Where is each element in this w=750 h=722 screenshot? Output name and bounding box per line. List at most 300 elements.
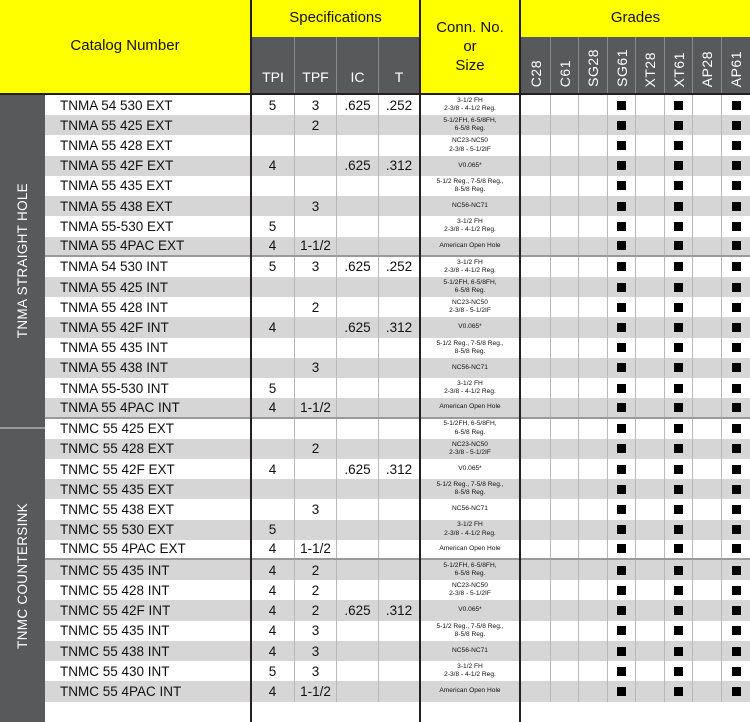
grade-cell-c61 — [550, 115, 578, 135]
conn-size-line: 3-1/2 FH — [457, 663, 483, 670]
grade-available-mark — [617, 465, 626, 474]
spec-ic-cell — [336, 439, 378, 459]
grade-cell-xt28 — [635, 641, 664, 661]
grade-cell-sg28 — [578, 540, 607, 558]
grade-cell-sg28 — [578, 176, 607, 196]
conn-size-line: American Open Hole — [439, 687, 501, 695]
grade-cell-ap61 — [721, 135, 750, 155]
grade-available-mark — [732, 444, 741, 453]
conn-size-line: 5-1/2FH, 6-5/8FH, — [443, 117, 497, 125]
spec-tpi-cell — [251, 176, 294, 196]
spec-ic-cell — [336, 338, 378, 358]
spec-tpi-cell — [251, 479, 294, 499]
conn-size-line: 6-5/8 Reg. — [454, 428, 486, 436]
grade-available-mark — [732, 647, 741, 656]
catalog-number-cell: TNMA 55 438 INT — [60, 360, 169, 376]
grade-cell-ap28 — [692, 297, 721, 317]
grade-cell-xt61 — [664, 338, 692, 358]
group-label-tnmc — [0, 429, 45, 722]
grade-available-mark — [674, 667, 683, 676]
grade-cell-c61 — [550, 641, 578, 661]
grade-cell-c28 — [520, 378, 550, 398]
grade-cell-c28 — [520, 419, 550, 439]
grade-cell-sg28 — [578, 560, 607, 580]
spec-col-tpi — [252, 37, 294, 93]
spec-ic-cell — [336, 661, 378, 681]
grade-cell-c61 — [550, 196, 578, 216]
conn-size-line: 3-1/2 FH — [457, 521, 483, 529]
grade-available-mark — [732, 101, 741, 110]
catalog-number-cell: TNMC 55 428 INT — [60, 582, 170, 598]
spec-ic-cell — [336, 641, 378, 661]
grade-available-mark — [617, 566, 626, 575]
grade-col-c61 — [550, 37, 578, 93]
grade-cell-sg61 — [607, 540, 635, 558]
grade-available-mark — [617, 505, 626, 514]
grade-cell-c61 — [550, 540, 578, 558]
grade-cell-ap61 — [721, 600, 750, 620]
spec-t-cell — [378, 520, 419, 540]
spec-ic-cell — [336, 378, 378, 398]
table-row — [45, 156, 750, 176]
spec-tpf-cell: 1-1/2 — [294, 398, 336, 416]
conn-size-line: NC23-NC50 — [452, 582, 488, 590]
grade-cell-sg61 — [607, 156, 635, 176]
spec-tpi-cell — [251, 358, 294, 378]
conn-size-cell — [421, 317, 519, 337]
grade-available-mark — [617, 222, 626, 231]
grade-col-sg61-label: SG61 — [613, 49, 630, 87]
grade-cell-xt28 — [635, 520, 664, 540]
grade-cell-c61 — [550, 580, 578, 600]
grade-available-mark — [617, 121, 626, 130]
grade-cell-sg61 — [607, 479, 635, 499]
grade-cell-c61 — [550, 257, 578, 277]
spec-t-cell: .312 — [378, 317, 419, 337]
spec-tpf-cell: 3 — [294, 621, 336, 641]
grade-cell-ap61 — [721, 317, 750, 337]
grade-available-mark — [674, 465, 683, 474]
conn-size-line: NC56-NC71 — [452, 363, 488, 371]
grade-available-mark — [617, 181, 626, 190]
grade-cell-xt61 — [664, 459, 692, 479]
grade-available-mark — [674, 403, 683, 412]
conn-size-cell — [421, 135, 519, 155]
grade-cell-sg61 — [607, 499, 635, 519]
grade-available-mark — [732, 222, 741, 231]
grade-col-ap28 — [692, 37, 721, 93]
grade-cell-ap61 — [721, 479, 750, 499]
grade-available-mark — [674, 626, 683, 635]
grade-cell-c28 — [520, 257, 550, 277]
conn-size-line: 2-3/8 - 4-1/2 Reg. — [444, 105, 496, 113]
conn-size-cell — [421, 156, 519, 176]
spec-tpf-cell — [294, 156, 336, 176]
table-row — [45, 135, 750, 155]
grade-cell-c28 — [520, 237, 550, 255]
grade-available-mark — [617, 283, 626, 292]
grade-cell-c61 — [550, 499, 578, 519]
table-row — [45, 459, 750, 479]
grade-available-mark — [674, 363, 683, 372]
catalog-number-cell: TNMA 55 425 EXT — [60, 117, 173, 133]
grade-available-mark — [617, 363, 626, 372]
grade-cell-c61 — [550, 237, 578, 255]
grade-available-mark — [732, 384, 741, 393]
grade-cell-c61 — [550, 176, 578, 196]
grade-col-xt61 — [664, 37, 692, 93]
spec-tpi-cell: 5 — [268, 522, 277, 538]
grade-cell-sg61 — [607, 600, 635, 620]
conn-size-line: 8-5/8 Reg. — [454, 630, 486, 638]
conn-size-line: 8-5/8 Reg. — [454, 185, 486, 193]
grade-cell-c61 — [550, 439, 578, 459]
grade-cell-xt28 — [635, 560, 664, 580]
grade-cell-sg28 — [578, 358, 607, 378]
specifications-header — [252, 0, 419, 37]
grade-available-mark — [617, 303, 626, 312]
grade-cell-sg28 — [578, 115, 607, 135]
grade-cell-ap28 — [692, 95, 721, 115]
spec-tpf-cell: 2 — [294, 115, 336, 135]
grade-available-mark — [674, 384, 683, 393]
table-row — [45, 297, 750, 317]
grade-cell-c61 — [550, 378, 578, 398]
table-row — [45, 540, 750, 560]
grade-cell-sg28 — [578, 479, 607, 499]
grade-cell-sg61 — [607, 661, 635, 681]
grade-cell-ap28 — [692, 459, 721, 479]
group-label-tnma-text: TNMA STRAIGHT HOLE — [15, 183, 30, 339]
grade-cell-ap28 — [692, 257, 721, 277]
table-row — [45, 237, 750, 257]
spec-ic-cell — [336, 479, 378, 499]
grade-cell-c28 — [520, 216, 550, 236]
spec-tpi-cell: 5 — [268, 97, 277, 113]
conn-size-line: V0.065* — [458, 464, 482, 472]
column-divider-catalog — [250, 0, 252, 722]
grade-cell-xt28 — [635, 358, 664, 378]
grade-cell-xt28 — [635, 156, 664, 176]
grade-cell-xt28 — [635, 439, 664, 459]
grade-cell-ap61 — [721, 338, 750, 358]
grade-available-mark — [732, 161, 741, 170]
conn-size-line: 5-1/2 Reg., 7-5/8 Reg., — [436, 177, 504, 185]
spec-tpi-cell: 4 — [268, 603, 277, 619]
conn-size-cell — [421, 216, 519, 236]
grade-col-sg61 — [607, 37, 635, 93]
catalog-number-cell: TNMA 55 42F INT — [60, 320, 169, 336]
table-row — [45, 358, 750, 378]
grade-available-mark — [732, 606, 741, 615]
spec-t-cell — [378, 641, 419, 661]
grade-cell-sg61 — [607, 358, 635, 378]
spec-tpf-cell — [294, 135, 336, 155]
grade-cell-sg28 — [578, 439, 607, 459]
grade-cell-sg61 — [607, 520, 635, 540]
grade-available-mark — [674, 525, 683, 534]
grade-cell-c28 — [520, 580, 550, 600]
conn-header-line1: Conn. No. — [436, 19, 504, 36]
conn-size-cell — [421, 115, 519, 135]
grade-available-mark — [674, 586, 683, 595]
grade-cell-sg28 — [578, 216, 607, 236]
spec-ic-cell — [336, 398, 378, 416]
spec-tpi-cell — [251, 196, 294, 216]
spec-tpi-cell — [251, 115, 294, 135]
grade-cell-c28 — [520, 317, 550, 337]
grade-cell-c28 — [520, 641, 550, 661]
spec-t-cell — [378, 479, 419, 499]
grade-cell-xt28 — [635, 135, 664, 155]
grade-available-mark — [732, 403, 741, 412]
grade-cell-c28 — [520, 196, 550, 216]
grade-available-mark — [617, 343, 626, 352]
grade-available-mark — [732, 525, 741, 534]
grade-cell-xt28 — [635, 237, 664, 255]
spec-t-cell — [378, 358, 419, 378]
conn-size-cell — [421, 419, 519, 439]
grade-available-mark — [732, 626, 741, 635]
grade-cell-xt61 — [664, 176, 692, 196]
grade-cell-sg28 — [578, 398, 607, 416]
grade-available-mark — [674, 505, 683, 514]
grade-cell-xt28 — [635, 398, 664, 416]
grade-cell-c28 — [520, 277, 550, 297]
grade-cell-ap61 — [721, 156, 750, 176]
column-divider-specs — [419, 0, 421, 722]
table-row — [45, 580, 750, 600]
grade-col-c61-label: C61 — [556, 59, 573, 87]
grade-cell-c61 — [550, 661, 578, 681]
grade-available-mark — [617, 667, 626, 676]
spec-ic-cell — [336, 216, 378, 236]
grade-cell-ap61 — [721, 499, 750, 519]
grade-cell-c28 — [520, 115, 550, 135]
conn-size-line: 2-3/8 - 5-1/2IF — [449, 448, 491, 456]
grade-cell-ap61 — [721, 661, 750, 681]
conn-size-line: 5-1/2 Reg., 7-5/8 Reg., — [436, 481, 504, 489]
grade-cell-sg61 — [607, 439, 635, 459]
spec-t-cell — [378, 196, 419, 216]
spec-t-cell — [378, 378, 419, 398]
grade-col-ap61-label: AP61 — [728, 50, 744, 87]
catalog-number-cell: TNMC 55 435 EXT — [60, 481, 175, 497]
spec-t-cell: .312 — [378, 459, 419, 479]
conn-size-line: 3-1/2 FH — [457, 379, 483, 387]
catalog-number-cell: TNMC 55 4PAC EXT — [60, 541, 186, 557]
grade-cell-ap28 — [692, 560, 721, 580]
grade-cell-sg61 — [607, 176, 635, 196]
grade-available-mark — [617, 444, 626, 453]
grade-cell-xt61 — [664, 277, 692, 297]
grade-col-xt28-label: XT28 — [642, 51, 658, 87]
grade-cell-sg61 — [607, 459, 635, 479]
grade-cell-ap61 — [721, 621, 750, 641]
grade-cell-sg61 — [607, 378, 635, 398]
catalog-table-body — [45, 95, 750, 702]
catalog-number-cell: TNMC 55 42F INT — [60, 603, 171, 619]
spec-ic-cell — [336, 560, 378, 580]
spec-tpi-cell: 4 — [268, 623, 277, 639]
grade-cell-ap61 — [721, 358, 750, 378]
grade-cell-ap61 — [721, 95, 750, 115]
grade-cell-xt28 — [635, 338, 664, 358]
catalog-number-cell: TNMC 55 435 INT — [60, 562, 170, 578]
grade-cell-xt28 — [635, 95, 664, 115]
table-row — [45, 681, 750, 701]
grade-available-mark — [617, 262, 626, 271]
spec-t-cell — [378, 560, 419, 580]
grade-cell-xt28 — [635, 176, 664, 196]
spec-tpi-cell: 4 — [268, 582, 277, 598]
spec-t-cell: .312 — [378, 156, 419, 176]
grade-cell-xt61 — [664, 479, 692, 499]
grade-available-mark — [674, 222, 683, 231]
grade-cell-xt28 — [635, 621, 664, 641]
grade-cell-c28 — [520, 499, 550, 519]
conn-size-line: 6-5/8 Reg. — [454, 570, 486, 578]
spec-t-cell — [378, 297, 419, 317]
grade-cell-ap28 — [692, 479, 721, 499]
grade-available-mark — [732, 323, 741, 332]
catalog-number-cell: TNMA 55 438 EXT — [60, 198, 173, 214]
grade-available-mark — [617, 202, 626, 211]
conn-size-cell — [421, 95, 519, 115]
grade-cell-sg28 — [578, 681, 607, 701]
grade-cell-xt28 — [635, 216, 664, 236]
grade-cell-sg28 — [578, 600, 607, 620]
grade-available-mark — [732, 505, 741, 514]
specifications-header-label: Specifications — [289, 9, 382, 27]
grade-available-mark — [674, 202, 683, 211]
grade-available-mark — [617, 544, 626, 553]
grade-cell-sg61 — [607, 297, 635, 317]
grade-cell-ap28 — [692, 237, 721, 255]
grade-cell-xt61 — [664, 621, 692, 641]
catalog-number-cell: TNMA 55 42F EXT — [60, 158, 174, 174]
grade-cell-sg61 — [607, 216, 635, 236]
conn-size-line: 3-1/2 FH — [457, 218, 483, 226]
grade-cell-sg61 — [607, 277, 635, 297]
spec-tpf-cell: 3 — [294, 257, 336, 277]
catalog-number-cell: TNMA 55-530 INT — [60, 380, 169, 396]
spec-ic-cell: .625 — [336, 600, 378, 620]
grade-cell-c28 — [520, 661, 550, 681]
grade-available-mark — [674, 181, 683, 190]
spec-ic-cell: .625 — [336, 317, 378, 337]
spec-tpi-cell: 4 — [268, 238, 277, 254]
grade-available-mark — [674, 424, 683, 433]
grade-cell-c28 — [520, 540, 550, 558]
spec-tpf-cell — [294, 419, 336, 439]
spec-tpf-cell — [294, 176, 336, 196]
grade-available-mark — [617, 403, 626, 412]
spec-ic-cell — [336, 135, 378, 155]
table-row — [45, 176, 750, 196]
grade-cell-c61 — [550, 317, 578, 337]
grade-cell-sg61 — [607, 580, 635, 600]
grade-available-mark — [617, 485, 626, 494]
conn-size-cell — [421, 621, 519, 641]
conn-size-cell — [421, 378, 519, 398]
spec-ic-cell — [336, 115, 378, 135]
conn-size-line: V0.065* — [458, 323, 482, 331]
grade-available-mark — [732, 424, 741, 433]
grade-cell-ap28 — [692, 398, 721, 416]
spec-ic-cell — [336, 196, 378, 216]
catalog-number-cell: TNMA 54 530 EXT — [60, 97, 173, 113]
catalog-number-cell: TNMC 55 438 EXT — [60, 501, 175, 517]
grade-cell-ap61 — [721, 580, 750, 600]
grade-available-mark — [732, 283, 741, 292]
spec-ic-cell — [336, 176, 378, 196]
grade-available-mark — [617, 586, 626, 595]
spec-col-tpf — [294, 37, 336, 93]
table-row — [45, 257, 750, 277]
spec-tpf-cell — [294, 479, 336, 499]
conn-size-cell — [421, 257, 519, 277]
conn-size-line: 2-3/8 - 5-1/2IF — [449, 590, 491, 598]
grade-cell-xt28 — [635, 459, 664, 479]
grade-cell-sg28 — [578, 338, 607, 358]
conn-size-line: V0.065* — [458, 606, 482, 614]
grade-cell-xt61 — [664, 115, 692, 135]
conn-size-line: 3-1/2 FH — [457, 96, 483, 104]
spec-tpi-cell — [251, 297, 294, 317]
catalog-number-cell: TNMA 55 435 INT — [60, 340, 169, 356]
grade-cell-c61 — [550, 520, 578, 540]
conn-size-cell — [421, 681, 519, 701]
catalog-number-header — [0, 0, 250, 93]
grade-cell-ap61 — [721, 560, 750, 580]
conn-size-line: NC56-NC71 — [452, 646, 488, 654]
spec-t-cell — [378, 115, 419, 135]
spec-t-cell: .312 — [378, 600, 419, 620]
conn-size-cell — [421, 237, 519, 255]
spec-t-cell — [378, 398, 419, 416]
grade-available-mark — [732, 566, 741, 575]
grade-cell-xt61 — [664, 681, 692, 701]
spec-t-cell — [378, 681, 419, 701]
grade-col-xt61-label: XT61 — [670, 51, 687, 87]
grade-cell-xt61 — [664, 641, 692, 661]
grade-cell-sg28 — [578, 499, 607, 519]
spec-tpf-cell: 3 — [294, 499, 336, 519]
grade-cell-xt61 — [664, 317, 692, 337]
grade-available-mark — [617, 606, 626, 615]
grade-available-mark — [617, 241, 626, 250]
table-row — [45, 520, 750, 540]
grade-cell-xt28 — [635, 317, 664, 337]
grade-cell-ap28 — [692, 520, 721, 540]
grade-cell-c61 — [550, 398, 578, 416]
grade-cell-xt61 — [664, 520, 692, 540]
spec-ic-cell — [336, 540, 378, 558]
grade-cell-c28 — [520, 681, 550, 701]
grade-available-mark — [732, 544, 741, 553]
table-row — [45, 439, 750, 459]
grade-cell-c28 — [520, 95, 550, 115]
grade-cell-ap28 — [692, 277, 721, 297]
spec-ic-cell — [336, 621, 378, 641]
spec-t-cell — [378, 540, 419, 558]
conn-size-line: 2-3/8 - 4-1/2 Reg. — [444, 529, 496, 537]
grade-cell-ap28 — [692, 499, 721, 519]
grade-cell-xt61 — [664, 398, 692, 416]
table-row — [45, 419, 750, 439]
grade-cell-xt61 — [664, 419, 692, 439]
